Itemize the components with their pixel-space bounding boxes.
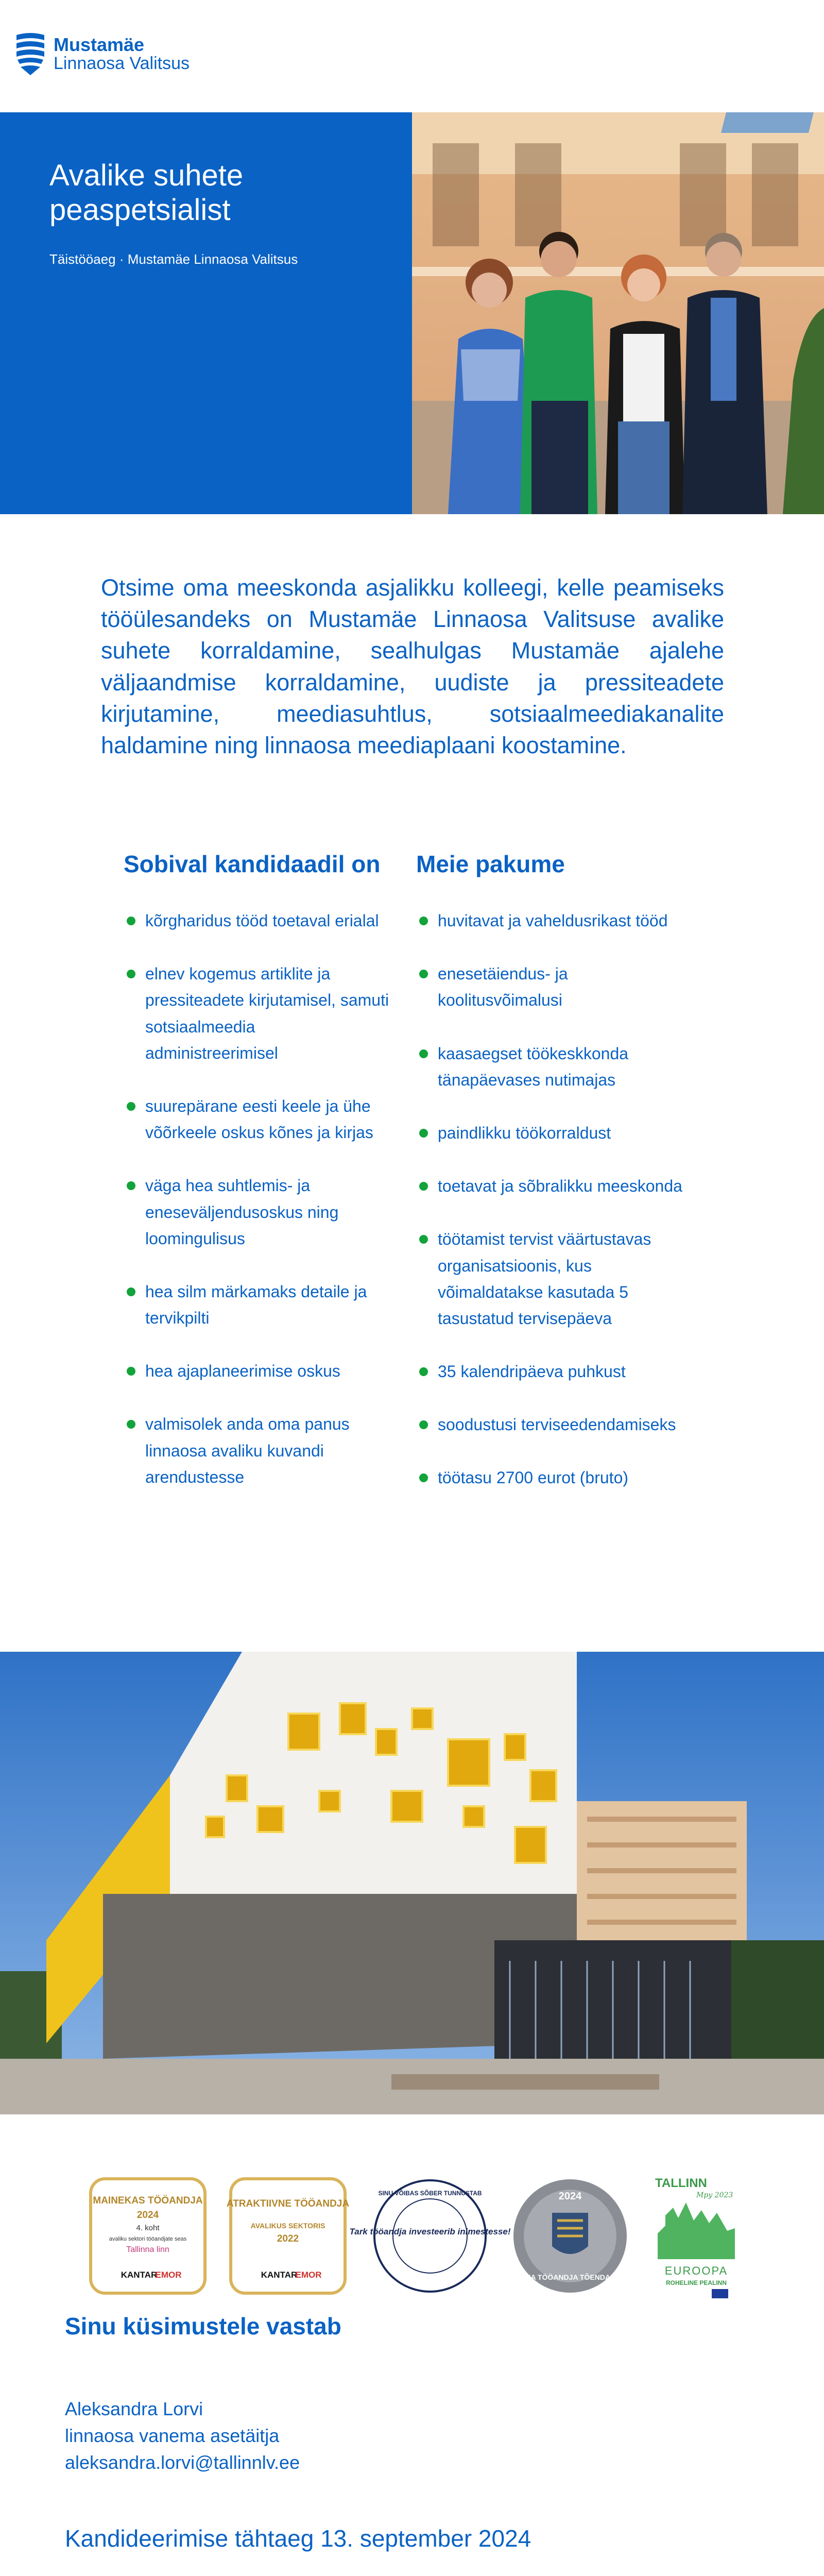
list-item: enesetäiendus- ja koolitusvõimalusi — [416, 961, 694, 1013]
svg-text:KANTAR: KANTAR — [261, 2270, 298, 2280]
building-photo — [0, 1652, 824, 2114]
offers-list — [416, 908, 694, 1492]
tallinn-crest-icon — [14, 32, 46, 76]
job-subtitle: Täistööaeg · Mustamäe Linnaosa Valitsus — [49, 251, 298, 267]
list-item: kõrgharidus tööd toetaval erialal — [124, 908, 391, 934]
svg-text:EMOR: EMOR — [155, 2270, 182, 2280]
svg-text:EMOR: EMOR — [295, 2270, 322, 2280]
list-item: töötamist tervist väärtustavas organisatsioonis, kus võimaldatakse kasutada 5 tasustatud tervisepäeva — [416, 1226, 694, 1332]
atraktiivne-tooandja-badge — [226, 2177, 350, 2295]
svg-text:2022: 2022 — [277, 2233, 299, 2244]
svg-text:ATRAKTIIVNE TÖÖANDJA: ATRAKTIIVNE TÖÖANDJA — [226, 2198, 350, 2209]
list-item: 35 kalendripäeva puhkust — [416, 1359, 694, 1385]
intro-paragraph: Otsime oma meeskonda asjalikku kolleegi, kelle peamiseks tööülesandeks on Mustamäe Linnaosa Valitsuse avalike suhete korraldamine, sealhulgas Mustamäe ajalehe väljaandmise korraldamine, uudiste ja pressiteadete kirjutamine, meediasuhtlus, sotsiaalmeediakanalite haldamine ning linnaosa meediaplaani koostamine. — [101, 574, 724, 758]
svg-text:SINU VÕIBAS SÕBER TUNNUSTAB: SINU VÕIBAS SÕBER TUNNUSTAB — [378, 2190, 482, 2197]
contact-role: linnaosa vanema asetäitja — [65, 2425, 280, 2447]
svg-text:HEA TÖÖANDJA TÕENDAJA: HEA TÖÖANDJA TÕENDAJA — [521, 2273, 620, 2281]
application-deadline: Kandideerimise tähtaeg 13. september 2024 — [65, 2525, 531, 2552]
team-photo — [412, 112, 824, 514]
badge-1-title: MAINEKAS TÖÖANDJA — [93, 2195, 203, 2206]
logo-line-2: Linnaosa Valitsus — [54, 54, 190, 74]
list-item: kaasaegset töökeskkonda tänapäevases nutimajas — [416, 1041, 694, 1093]
list-item: huvitavat ja vaheldusrikast tööd — [416, 908, 694, 934]
job-title: Avalike suhete peaspetsialist — [49, 159, 244, 227]
euroopa-roheline-pealinn-badge — [650, 2172, 743, 2300]
svg-text:TALLINN: TALLINN — [655, 2176, 707, 2190]
svg-text:Tark tööandja investeerib inim: Tark tööandja investeerib inimestesse! — [349, 2227, 511, 2236]
list-item: soodustusi terviseedendamiseks — [416, 1412, 694, 1438]
svg-text:AVALIKUS SEKTORIS: AVALIKUS SEKTORIS — [250, 2222, 325, 2230]
award-badges — [89, 2177, 743, 2306]
list-item: suurepärane eesti keele ja ühe võõrkeele oskus kõnes ja kirjas — [124, 1093, 391, 1146]
svg-text:2024: 2024 — [136, 2210, 159, 2221]
list-item: hea ajaplaneerimise oskus — [124, 1358, 391, 1384]
mainekas-tooandja-badge — [89, 2177, 207, 2295]
offers-section — [416, 850, 694, 1518]
tark-tooandja-badge — [349, 2177, 511, 2295]
list-item: elnev kogemus artiklite ja pressiteadete kirjutamisel, samuti sotsiaalmeedia administreerimisel — [124, 961, 391, 1066]
hea-tooandja-badge — [511, 2177, 629, 2295]
svg-text:ROHELINE PEALINN: ROHELINE PEALINN — [665, 2279, 727, 2286]
svg-text:Mpy 2023: Mpy 2023 — [696, 2191, 733, 2199]
svg-text:KANTAR: KANTAR — [121, 2270, 158, 2280]
svg-text:2024: 2024 — [558, 2191, 582, 2202]
list-item: hea silm märkamaks detaile ja tervikpilti — [124, 1279, 391, 1331]
offers-heading: Meie pakume — [416, 851, 565, 877]
header-logo[interactable] — [14, 32, 190, 76]
requirements-section — [124, 850, 391, 1517]
svg-text:EUROOPA: EUROOPA — [664, 2264, 728, 2277]
svg-text:4. koht: 4. koht — [136, 2224, 160, 2232]
requirements-list — [124, 908, 391, 1490]
contact-name: Aleksandra Lorvi — [65, 2398, 203, 2419]
contact-details — [65, 2396, 300, 2477]
list-item: paindlikku töökorraldust — [416, 1120, 694, 1146]
logo-line-1: Mustamäe — [54, 34, 145, 56]
list-item: töötasu 2700 eurot (bruto) — [416, 1465, 694, 1491]
svg-text:Tallinna linn: Tallinna linn — [126, 2245, 169, 2254]
svg-text:avaliku sektori tööandjate sea: avaliku sektori tööandjate seas — [109, 2236, 187, 2242]
list-item: toetavat ja sõbralikku meeskonda — [416, 1173, 694, 1199]
contact-email[interactable]: aleksandra.lorvi@tallinnlv.ee — [65, 2452, 300, 2473]
requirements-heading: Sobival kandidaadil on — [124, 851, 381, 877]
contact-heading: Sinu küsimustele vastab — [65, 2313, 341, 2340]
list-item: väga hea suhtlemis- ja eneseväljendusoskus ning loomingulisus — [124, 1173, 391, 1252]
list-item: valmisolek anda oma panus linnaosa avaliku kuvandi arendustesse — [124, 1411, 391, 1490]
